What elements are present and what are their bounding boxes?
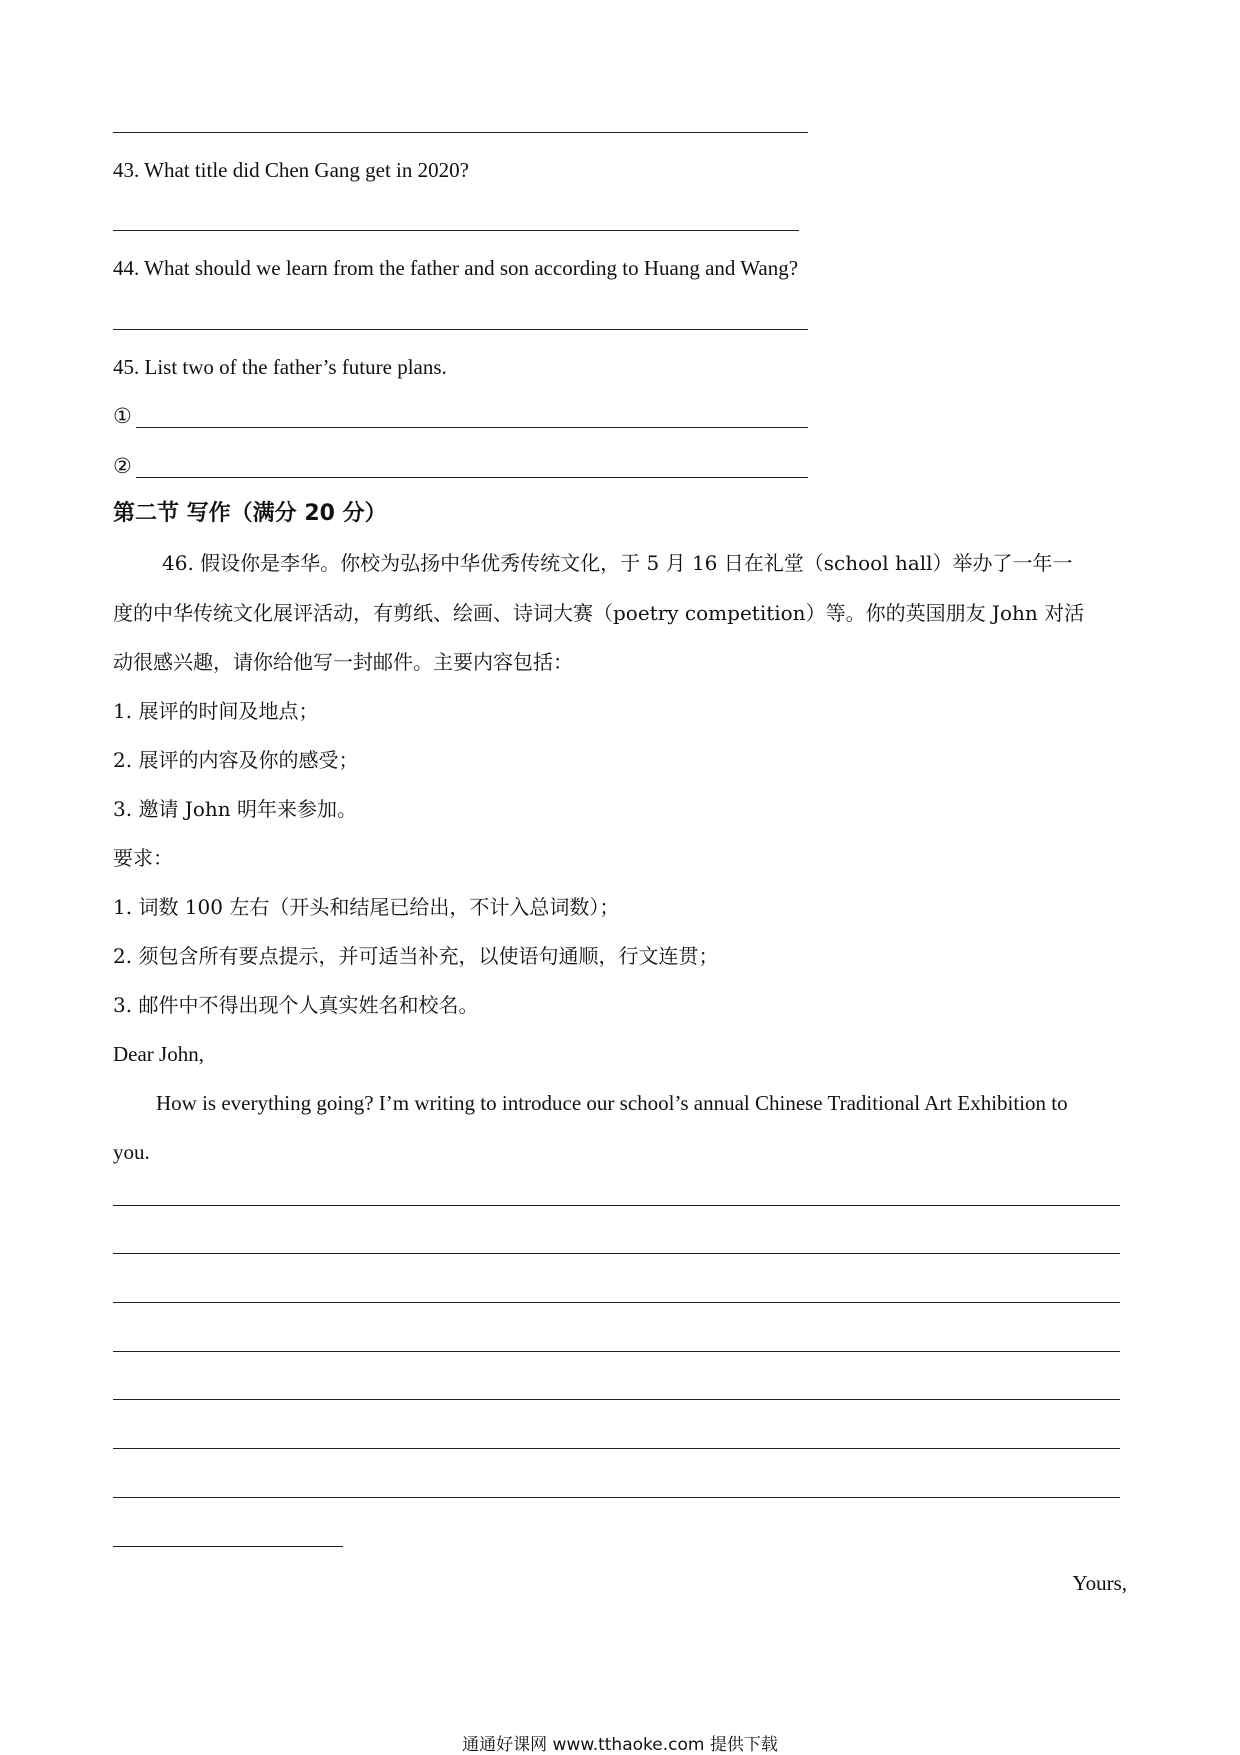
writing-line-5[interactable] [113,1399,1120,1400]
requirement-1: 1. 词数 100 左右（开头和结尾已给出，不计入总词数）； [113,895,620,919]
answer-line-45-1[interactable] [136,427,808,428]
writing-line-1[interactable] [113,1205,1120,1206]
answer-marker-1: ① [113,404,132,428]
writing-line-4[interactable] [113,1351,1120,1352]
requirement-2: 2. 须包含所有要点提示，并可适当补充，以使语句通顺，行文连贯； [113,944,719,968]
writing-line-6[interactable] [113,1448,1120,1449]
writing-line-3[interactable] [113,1302,1120,1303]
answer-line-44[interactable] [113,329,808,330]
letter-closing: Yours, [1072,1571,1127,1595]
section-heading: 第二节 写作（满分 20 分） [113,501,387,526]
writing-line-7[interactable] [113,1497,1120,1498]
letter-greeting: Dear John, [113,1042,204,1066]
content-point-2: 2. 展评的内容及你的感受； [113,748,359,772]
writing-prompt-line-2: 度的中华传统文化展评活动，有剪纸、绘画、诗词大赛（poetry competition）等。你的英国朋友 John 对活 [113,601,1085,625]
requirement-3: 3. 邮件中不得出现个人真实姓名和校名。 [113,993,479,1017]
letter-opening-line-2: you. [113,1140,150,1164]
question-45: 45. List two of the father’s future plans. [113,355,447,379]
requirements-label: 要求： [113,846,173,870]
writing-line-8[interactable] [113,1546,343,1547]
letter-opening-line-1: How is everything going? I’m writing to introduce our school’s annual Chinese Traditional Art Exhibition to [156,1091,1068,1115]
content-point-1: 1. 展评的时间及地点； [113,699,319,723]
question-44: 44. What should we learn from the father and son according to Huang and Wang? [113,256,799,280]
answer-marker-2: ② [113,454,132,478]
content-point-3: 3. 邀请 John 明年来参加。 [113,797,357,821]
writing-prompt-line-3: 动很感兴趣，请你给他写一封邮件。主要内容包括： [113,650,573,674]
answer-line-45-2[interactable] [136,477,808,478]
question-43: 43. What title did Chen Gang get in 2020? [113,158,469,182]
writing-prompt-line-1: 46. 假设你是李华。你校为弘扬中华优秀传统文化，于 5 月 16 日在礼堂（school hall）举办了一年一 [162,551,1073,575]
answer-line-43[interactable] [113,230,799,231]
page-footer: 通通好课网 www.tthaoke.com 提供下载 [462,1735,778,1755]
writing-line-2[interactable] [113,1253,1120,1254]
answer-line-42[interactable] [113,132,808,133]
